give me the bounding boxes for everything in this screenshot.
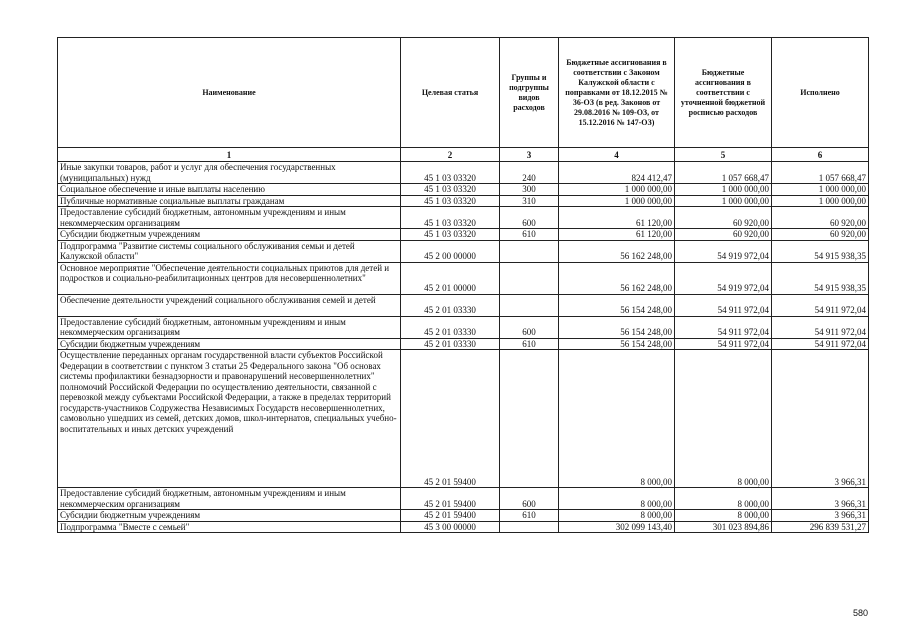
row-expense-group-cell: 300 — [500, 184, 559, 196]
table-row — [58, 262, 869, 294]
row-name-cell: Предоставление субсидий бюджетным, автономным учреждениям и иным некоммерческим организациям — [58, 207, 401, 229]
row-law-allocation-cell: 1 000 000,00 — [559, 184, 675, 196]
row-law-allocation-cell: 824 412,47 — [559, 162, 675, 184]
row-executed-cell: 3 966,31 — [772, 488, 869, 510]
row-executed-cell: 3 966,31 — [772, 350, 869, 488]
row-target-article-cell: 45 2 01 03330 — [401, 338, 500, 350]
row-refined-allocation-cell: 60 920,00 — [675, 207, 772, 229]
row-refined-allocation-cell: 1 057 668,47 — [675, 162, 772, 184]
row-expense-group-cell: 610 — [500, 229, 559, 241]
row-executed-cell: 54 911 972,04 — [772, 294, 869, 316]
row-law-allocation-cell: 56 154 248,00 — [559, 338, 675, 350]
row-law-allocation-cell: 8 000,00 — [559, 488, 675, 510]
row-target-article-cell: 45 1 03 03320 — [401, 195, 500, 207]
column-number: 6 — [772, 148, 869, 162]
header-executed: Исполнено — [772, 38, 869, 148]
row-name-cell: Социальное обеспечение и иные выплаты населению — [58, 184, 401, 196]
row-executed-cell: 54 911 972,04 — [772, 338, 869, 350]
row-target-article-cell: 45 1 03 03320 — [401, 207, 500, 229]
header-refined-allocations: Бюджетные ассигнования в соответствии с уточненной бюджетной росписью расходов — [675, 38, 772, 148]
table-row — [58, 162, 869, 184]
row-law-allocation-cell: 61 120,00 — [559, 207, 675, 229]
row-executed-cell: 1 057 668,47 — [772, 162, 869, 184]
header-expense-groups: Группы и подгруппы видов расходов — [500, 38, 559, 148]
row-target-article-cell: 45 3 00 00000 — [401, 521, 500, 533]
row-law-allocation-cell: 56 154 248,00 — [559, 316, 675, 338]
header-row — [58, 38, 869, 148]
row-target-article-cell: 45 2 01 59400 — [401, 350, 500, 488]
row-law-allocation-cell: 8 000,00 — [559, 510, 675, 522]
row-expense-group-cell — [500, 262, 559, 294]
row-expense-group-cell: 600 — [500, 488, 559, 510]
row-expense-group-cell — [500, 521, 559, 533]
row-refined-allocation-cell: 1 000 000,00 — [675, 195, 772, 207]
row-law-allocation-cell: 61 120,00 — [559, 229, 675, 241]
column-number-row — [58, 148, 869, 162]
table-row — [58, 316, 869, 338]
column-number: 5 — [675, 148, 772, 162]
table-row — [58, 240, 869, 262]
row-law-allocation-cell: 1 000 000,00 — [559, 195, 675, 207]
row-executed-cell: 296 839 531,27 — [772, 521, 869, 533]
row-law-allocation-cell: 8 000,00 — [559, 350, 675, 488]
row-executed-cell: 54 915 938,35 — [772, 262, 869, 294]
row-expense-group-cell: 610 — [500, 510, 559, 522]
row-expense-group-cell — [500, 350, 559, 488]
row-law-allocation-cell: 56 154 248,00 — [559, 294, 675, 316]
row-law-allocation-cell: 302 099 143,40 — [559, 521, 675, 533]
row-refined-allocation-cell: 301 023 894,86 — [675, 521, 772, 533]
table-body — [58, 162, 869, 533]
row-target-article-cell: 45 2 01 59400 — [401, 488, 500, 510]
budget-table — [57, 37, 869, 533]
column-number: 3 — [500, 148, 559, 162]
header-target-article: Целевая статья — [401, 38, 500, 148]
column-number: 2 — [401, 148, 500, 162]
row-target-article-cell: 45 2 01 03330 — [401, 294, 500, 316]
table-row — [58, 350, 869, 488]
row-target-article-cell: 45 2 01 00000 — [401, 262, 500, 294]
table-row — [58, 510, 869, 522]
row-refined-allocation-cell: 54 911 972,04 — [675, 316, 772, 338]
table-row — [58, 184, 869, 196]
row-name-cell: Субсидии бюджетным учреждениям — [58, 229, 401, 241]
row-executed-cell: 1 000 000,00 — [772, 195, 869, 207]
table-row — [58, 488, 869, 510]
table-row — [58, 207, 869, 229]
row-name-cell: Субсидии бюджетным учреждениям — [58, 338, 401, 350]
row-expense-group-cell: 240 — [500, 162, 559, 184]
row-target-article-cell: 45 1 03 03320 — [401, 184, 500, 196]
row-executed-cell: 54 915 938,35 — [772, 240, 869, 262]
column-number: 4 — [559, 148, 675, 162]
row-expense-group-cell — [500, 240, 559, 262]
row-refined-allocation-cell: 8 000,00 — [675, 488, 772, 510]
column-number: 1 — [58, 148, 401, 162]
row-executed-cell: 3 966,31 — [772, 510, 869, 522]
table-row — [58, 521, 869, 533]
row-refined-allocation-cell: 8 000,00 — [675, 350, 772, 488]
row-name-cell: Основное мероприятие "Обеспечение деятельности социальных приютов для детей и подростков и социально-реабилитационных центров для несовершеннолетних" — [58, 262, 401, 294]
row-expense-group-cell: 600 — [500, 207, 559, 229]
page-number: 580 — [853, 608, 869, 618]
row-name-cell: Подпрограмма "Развитие системы социального обслуживания семьи и детей Калужской области" — [58, 240, 401, 262]
row-name-cell: Предоставление субсидий бюджетным, автономным учреждениям и иным некоммерческим организациям — [58, 488, 401, 510]
row-refined-allocation-cell: 54 911 972,04 — [675, 294, 772, 316]
row-expense-group-cell: 600 — [500, 316, 559, 338]
row-target-article-cell: 45 2 01 59400 — [401, 510, 500, 522]
row-executed-cell: 54 911 972,04 — [772, 316, 869, 338]
row-executed-cell: 60 920,00 — [772, 207, 869, 229]
table-row — [58, 338, 869, 350]
header-name: Наименование — [58, 38, 401, 148]
row-executed-cell: 1 000 000,00 — [772, 184, 869, 196]
row-target-article-cell: 45 1 03 03320 — [401, 229, 500, 241]
row-name-cell: Иные закупки товаров, работ и услуг для обеспечения государственных (муниципальных) нужд — [58, 162, 401, 184]
row-name-cell: Обеспечение деятельности учреждений социального обслуживания семей и детей — [58, 294, 401, 316]
row-name-cell: Субсидии бюджетным учреждениям — [58, 510, 401, 522]
row-refined-allocation-cell: 8 000,00 — [675, 510, 772, 522]
header-law-allocations: Бюджетные ассигнования в соответствии с Законом Калужской области с поправками от 18.12.2015 № 36-ОЗ (в ред. Законов от 29.08.2016 № 109-ОЗ, от 15.12.2016 № 147-ОЗ) — [559, 38, 675, 148]
row-expense-group-cell — [500, 294, 559, 316]
table-row — [58, 294, 869, 316]
row-refined-allocation-cell: 60 920,00 — [675, 229, 772, 241]
row-expense-group-cell: 610 — [500, 338, 559, 350]
row-name-cell: Публичные нормативные социальные выплаты гражданам — [58, 195, 401, 207]
row-refined-allocation-cell: 54 919 972,04 — [675, 240, 772, 262]
row-name-cell: Подпрограмма "Вместе с семьей" — [58, 521, 401, 533]
row-law-allocation-cell: 56 162 248,00 — [559, 262, 675, 294]
row-name-cell: Предоставление субсидий бюджетным, автономным учреждениям и иным некоммерческим организациям — [58, 316, 401, 338]
row-target-article-cell: 45 2 01 03330 — [401, 316, 500, 338]
row-refined-allocation-cell: 54 911 972,04 — [675, 338, 772, 350]
row-refined-allocation-cell: 1 000 000,00 — [675, 184, 772, 196]
row-expense-group-cell: 310 — [500, 195, 559, 207]
budget-sheet — [57, 37, 868, 533]
row-target-article-cell: 45 1 03 03320 — [401, 162, 500, 184]
row-name-cell: Осуществление переданных органам государственной власти субъектов Российской Федерации в соответствии с пунктом 3 статьи 25 Федерального закона "Об основах системы профилактики безнадзорности и правонарушений несовершеннолетних" полномочий Российской Федерации по осуществлению деятельности, связанной с перевозкой между субъектами Российской Федерации, а также в пределах территорий государств-участников Содружества Независимых Государств несовершеннолетних, самовольно ушедших из семей, детских домов, школ-интернатов, специальных учебно-воспитательных и иных детских учреждений — [58, 350, 401, 488]
table-row — [58, 229, 869, 241]
row-target-article-cell: 45 2 00 00000 — [401, 240, 500, 262]
row-executed-cell: 60 920,00 — [772, 229, 869, 241]
row-refined-allocation-cell: 54 919 972,04 — [675, 262, 772, 294]
table-row — [58, 195, 869, 207]
row-law-allocation-cell: 56 162 248,00 — [559, 240, 675, 262]
